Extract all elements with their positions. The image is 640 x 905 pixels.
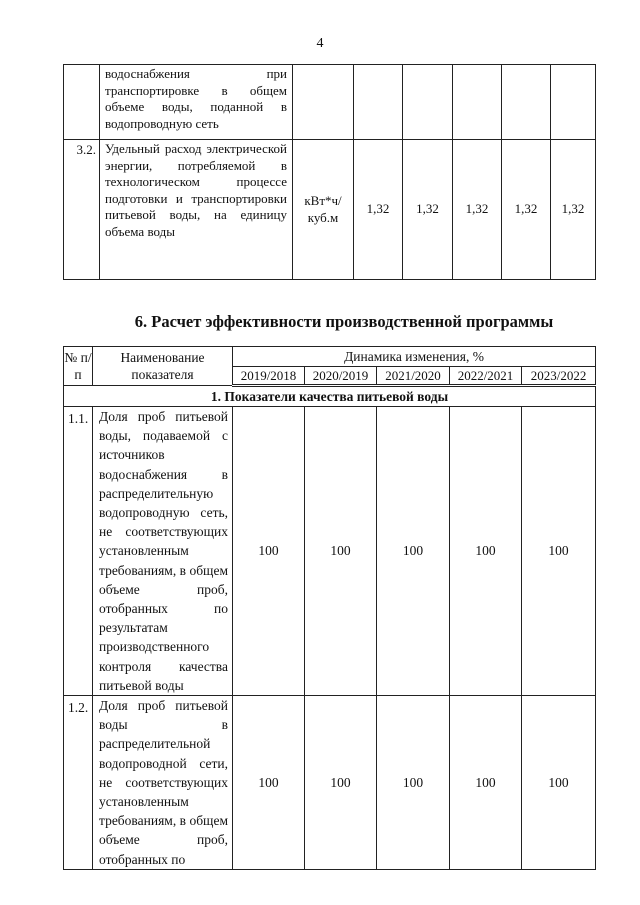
value-cell: 1,32 <box>453 140 502 280</box>
value-cell: 100 <box>305 407 377 696</box>
table-row <box>64 140 596 280</box>
col-header-year: 2019/2018 <box>233 367 305 386</box>
section-heading: 6. Расчет эффективности производственной программы <box>134 312 554 331</box>
value-cell: 1,32 <box>551 140 596 280</box>
value-cell: 100 <box>377 407 450 696</box>
value-cell: 100 <box>450 696 522 870</box>
indicator-name: Доля проб питьевой воды в распределительной водопроводной сети, не соответствующих установленным требованиям, в общем объеме проб, отобранных по <box>93 696 233 870</box>
indicator-name: Удельный расход электрической энергии, потребляемой в технологическом процессе подготовки и транспортировки питьевой воды, на единицу объема воды <box>100 140 293 280</box>
unit-cell <box>293 65 354 140</box>
value-cell: 1,32 <box>403 140 453 280</box>
value-cell: 100 <box>233 407 305 696</box>
value-cell: 1,32 <box>502 140 551 280</box>
value-cell: 100 <box>522 407 596 696</box>
table-row <box>64 696 596 870</box>
row-number: 1.2. <box>64 696 93 870</box>
value-cell <box>551 65 596 140</box>
value-cell <box>502 65 551 140</box>
table-row <box>64 65 596 140</box>
row-number: 1.1. <box>64 407 93 696</box>
value-cell: 1,32 <box>354 140 403 280</box>
value-cell <box>453 65 502 140</box>
value-cell <box>403 65 453 140</box>
row-number <box>64 65 100 140</box>
value-cell: 100 <box>377 696 450 870</box>
efficiency-table <box>63 346 596 870</box>
col-header-year: 2022/2021 <box>450 367 522 386</box>
row-number: 3.2. <box>64 140 100 280</box>
value-cell: 100 <box>522 696 596 870</box>
indicator-name: Доля проб питьевой воды, подаваемой с источников водоснабжения в распределительную водопроводную сеть, не соответствующих установленным требованиям, в общем объеме проб, отобранных по результатам производственного контроля качества питьевой воды <box>93 407 233 696</box>
col-header-name: Наименование показателя <box>93 347 233 386</box>
section-title: 1. Показатели качества питьевой воды <box>64 386 596 407</box>
col-header-year: 2023/2022 <box>522 367 596 386</box>
header-row <box>64 347 596 367</box>
continuation-table <box>63 64 596 280</box>
value-cell: 100 <box>450 407 522 696</box>
col-header-dynamics: Динамика изменения, % <box>233 347 596 367</box>
page-number: 4 <box>316 36 324 51</box>
col-header-year: 2020/2019 <box>305 367 377 386</box>
section-row <box>64 386 596 407</box>
unit-cell: кВт*ч/ куб.м <box>293 140 354 280</box>
value-cell: 100 <box>305 696 377 870</box>
value-cell <box>354 65 403 140</box>
col-header-year: 2021/2020 <box>377 367 450 386</box>
indicator-name: водоснабжения при транспортировке в общем объеме воды, поданной в водопроводную сеть <box>100 65 293 140</box>
value-cell: 100 <box>233 696 305 870</box>
table-row <box>64 407 596 696</box>
col-header-number: № п/п <box>64 347 93 386</box>
